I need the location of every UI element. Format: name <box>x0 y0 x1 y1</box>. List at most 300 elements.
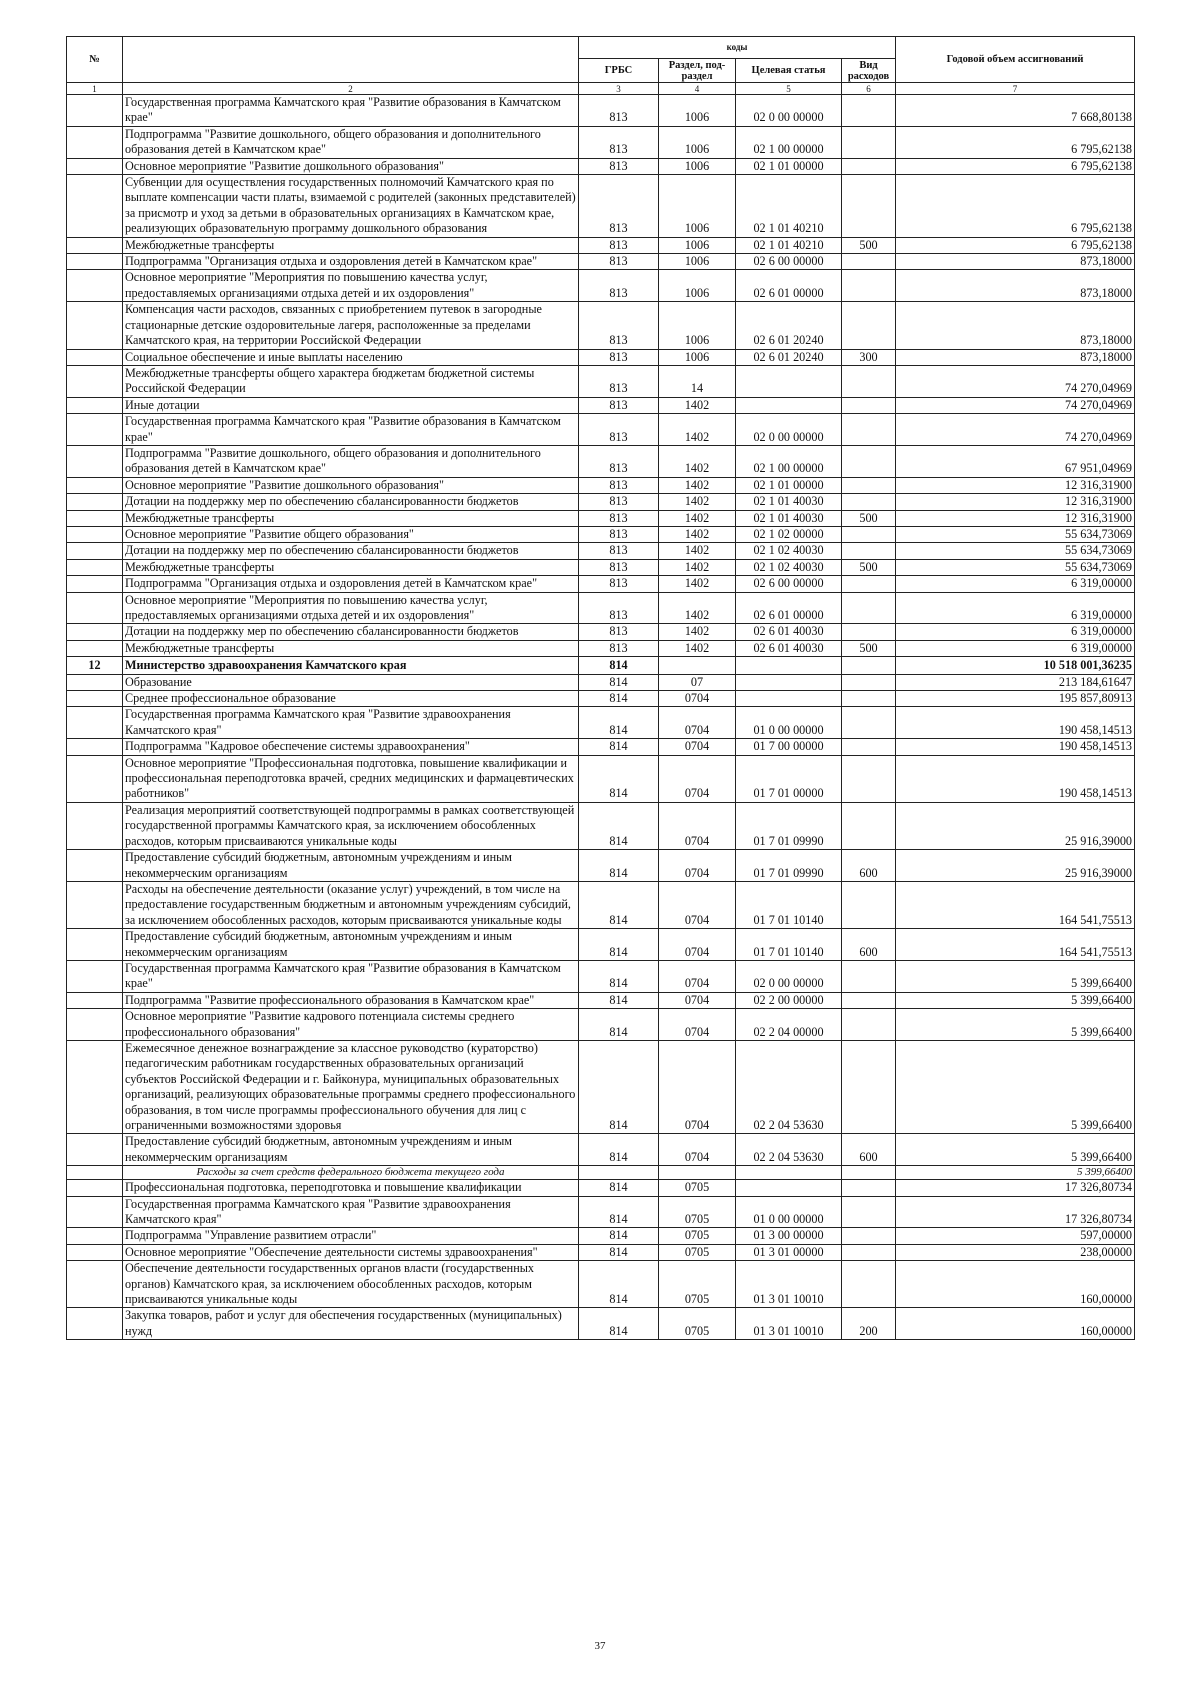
row-target-cell: 02 2 04 00000 <box>736 1009 842 1041</box>
row-kind-cell <box>842 445 896 477</box>
row-amount-cell: 55 634,73069 <box>896 543 1135 559</box>
row-kind-cell <box>842 1196 896 1228</box>
row-amount-cell: 6 795,62138 <box>896 237 1135 253</box>
row-grbs-cell: 814 <box>579 1009 659 1041</box>
table-row <box>67 691 1135 707</box>
table-row <box>67 802 1135 849</box>
row-grbs-cell: 813 <box>579 640 659 656</box>
row-name-cell: Государственная программа Камчатского края "Развитие здравоохранения Камчатского края" <box>123 707 579 739</box>
row-amount-cell: 74 270,04969 <box>896 365 1135 397</box>
row-kind-cell <box>842 397 896 413</box>
row-number-cell <box>67 1009 123 1041</box>
row-amount-cell: 164 541,75513 <box>896 929 1135 961</box>
row-number-cell <box>67 755 123 802</box>
row-grbs-cell: 814 <box>579 1308 659 1340</box>
row-name-cell: Дотации на поддержку мер по обеспечению сбалансированности бюджетов <box>123 543 579 559</box>
row-number-cell <box>67 802 123 849</box>
row-amount-cell: 238,00000 <box>896 1244 1135 1260</box>
table-row <box>67 543 1135 559</box>
row-name-cell: Межбюджетные трансферты общего характера бюджетам бюджетной системы Российской Федерации <box>123 365 579 397</box>
row-target-cell <box>736 691 842 707</box>
row-number-cell <box>67 640 123 656</box>
row-kind-cell <box>842 881 896 928</box>
row-section-cell: 0704 <box>659 1040 736 1133</box>
row-grbs-cell: 813 <box>579 254 659 270</box>
row-kind-cell: 600 <box>842 1134 896 1166</box>
table-row <box>67 1308 1135 1340</box>
row-section-cell: 1006 <box>659 302 736 349</box>
table-row <box>67 624 1135 640</box>
row-amount-cell: 74 270,04969 <box>896 397 1135 413</box>
row-name-cell: Подпрограмма "Развитие дошкольного, общего образования и дополнительного образования детей в Камчатском крае" <box>123 126 579 158</box>
row-amount-cell: 17 326,80734 <box>896 1180 1135 1196</box>
row-section-cell: 1402 <box>659 526 736 542</box>
budget-table-sheet <box>66 36 1134 1340</box>
row-number-cell <box>67 158 123 174</box>
row-amount-cell: 6 795,62138 <box>896 126 1135 158</box>
row-section-cell: 0704 <box>659 691 736 707</box>
table-row <box>67 397 1135 413</box>
table-row <box>67 365 1135 397</box>
row-name-cell: Государственная программа Камчатского края "Развитие образования в Камчатском крае" <box>123 414 579 446</box>
row-grbs-cell: 814 <box>579 1228 659 1244</box>
row-grbs-cell: 814 <box>579 881 659 928</box>
row-grbs-cell: 813 <box>579 365 659 397</box>
row-number-cell <box>67 1166 123 1180</box>
row-amount-cell: 190 458,14513 <box>896 707 1135 739</box>
table-row <box>67 158 1135 174</box>
row-name-cell: Межбюджетные трансферты <box>123 510 579 526</box>
row-kind-cell <box>842 739 896 755</box>
row-kind-cell <box>842 576 896 592</box>
row-kind-cell: 600 <box>842 929 896 961</box>
row-section-cell: 1402 <box>659 624 736 640</box>
row-section-cell: 0705 <box>659 1308 736 1340</box>
row-number-cell <box>67 850 123 882</box>
row-kind-cell <box>842 1244 896 1260</box>
header-codes: коды <box>579 37 896 59</box>
row-name-cell: Предоставление субсидий бюджетным, автономным учреждениям и иным некоммерческим организациям <box>123 929 579 961</box>
row-section-cell: 1402 <box>659 640 736 656</box>
row-grbs-cell: 813 <box>579 510 659 526</box>
row-number-cell <box>67 1134 123 1166</box>
row-target-cell: 02 1 02 00000 <box>736 526 842 542</box>
table-row <box>67 881 1135 928</box>
row-number-cell: 12 <box>67 657 123 674</box>
row-kind-cell <box>842 158 896 174</box>
row-section-cell: 0705 <box>659 1228 736 1244</box>
row-kind-cell: 300 <box>842 349 896 365</box>
row-amount-cell: 5 399,66400 <box>896 992 1135 1008</box>
row-target-cell: 02 1 02 40030 <box>736 543 842 559</box>
row-kind-cell: 500 <box>842 237 896 253</box>
row-grbs-cell: 813 <box>579 445 659 477</box>
row-kind-cell <box>842 992 896 1008</box>
row-number-cell <box>67 1228 123 1244</box>
row-amount-cell: 6 319,00000 <box>896 592 1135 624</box>
row-amount-cell: 12 316,31900 <box>896 494 1135 510</box>
row-name-cell: Образование <box>123 674 579 690</box>
row-number-cell <box>67 960 123 992</box>
row-grbs-cell <box>579 1166 659 1180</box>
row-name-cell: Профессиональная подготовка, переподготовка и повышение квалификации <box>123 1180 579 1196</box>
row-target-cell: 02 1 01 00000 <box>736 477 842 493</box>
row-name-cell: Подпрограмма "Управление развитием отрасли" <box>123 1228 579 1244</box>
row-grbs-cell: 813 <box>579 494 659 510</box>
row-target-cell <box>736 397 842 413</box>
row-grbs-cell: 814 <box>579 1180 659 1196</box>
table-row <box>67 739 1135 755</box>
row-number-cell <box>67 992 123 1008</box>
row-grbs-cell: 814 <box>579 850 659 882</box>
row-grbs-cell: 813 <box>579 397 659 413</box>
row-amount-cell: 17 326,80734 <box>896 1196 1135 1228</box>
row-target-cell: 02 1 01 40210 <box>736 175 842 238</box>
row-section-cell: 1006 <box>659 126 736 158</box>
table-row <box>67 494 1135 510</box>
row-name-cell: Предоставление субсидий бюджетным, автономным учреждениям и иным некоммерческим организациям <box>123 850 579 882</box>
row-grbs-cell: 813 <box>579 559 659 575</box>
row-name-cell: Обеспечение деятельности государственных органов власти (государственных органов) Камчатского края, за исключением обособленных расходов, которым присваиваются уникальные коды <box>123 1261 579 1308</box>
row-grbs-cell: 814 <box>579 992 659 1008</box>
row-name-cell: Межбюджетные трансферты <box>123 640 579 656</box>
row-amount-cell: 6 319,00000 <box>896 640 1135 656</box>
row-name-cell: Государственная программа Камчатского края "Развитие образования в Камчатском крае" <box>123 95 579 127</box>
row-number-cell <box>67 674 123 690</box>
row-kind-cell <box>842 1166 896 1180</box>
row-kind-cell <box>842 802 896 849</box>
row-amount-cell: 160,00000 <box>896 1308 1135 1340</box>
table-row <box>67 1134 1135 1166</box>
row-section-cell: 0704 <box>659 881 736 928</box>
row-grbs-cell: 813 <box>579 126 659 158</box>
row-section-cell: 0704 <box>659 929 736 961</box>
row-number-cell <box>67 1261 123 1308</box>
table-row <box>67 254 1135 270</box>
header-num: № <box>67 37 123 83</box>
table-row <box>67 175 1135 238</box>
index-cell: 7 <box>896 83 1135 95</box>
row-number-cell <box>67 365 123 397</box>
row-kind-cell: 500 <box>842 510 896 526</box>
index-cell: 5 <box>736 83 842 95</box>
row-name-cell: Иные дотации <box>123 397 579 413</box>
row-section-cell: 1006 <box>659 237 736 253</box>
row-number-cell <box>67 624 123 640</box>
row-grbs-cell: 813 <box>579 302 659 349</box>
row-grbs-cell: 813 <box>579 543 659 559</box>
row-number-cell <box>67 526 123 542</box>
table-row <box>67 960 1135 992</box>
row-name-cell: Основное мероприятие "Профессиональная подготовка, повышение квалификации и профессиональная переподготовка врачей, средних медицинских и фармацевтических работников" <box>123 755 579 802</box>
row-target-cell <box>736 674 842 690</box>
row-target-cell: 01 3 01 00000 <box>736 1244 842 1260</box>
row-amount-cell: 6 795,62138 <box>896 175 1135 238</box>
row-number-cell <box>67 270 123 302</box>
row-grbs-cell: 813 <box>579 592 659 624</box>
row-name-cell: Подпрограмма "Кадровое обеспечение системы здравоохранения" <box>123 739 579 755</box>
row-name-cell: Среднее профессиональное образование <box>123 691 579 707</box>
row-section-cell: 0705 <box>659 1196 736 1228</box>
row-name-cell: Дотации на поддержку мер по обеспечению сбалансированности бюджетов <box>123 494 579 510</box>
row-amount-cell: 597,00000 <box>896 1228 1135 1244</box>
row-section-cell: 0704 <box>659 850 736 882</box>
row-amount-cell: 10 518 001,36235 <box>896 657 1135 674</box>
row-grbs-cell: 814 <box>579 1261 659 1308</box>
table-row <box>67 1228 1135 1244</box>
row-number-cell <box>67 414 123 446</box>
row-target-cell: 02 6 01 00000 <box>736 592 842 624</box>
row-grbs-cell: 814 <box>579 674 659 690</box>
row-name-cell: Расходы на обеспечение деятельности (оказание услуг) учреждений, в том числе на предоставление государственным бюджетным и автономным учреждениям субсидий, за исключением обособленных расходов, которым присваиваются уникальные коды <box>123 881 579 928</box>
row-section-cell: 1402 <box>659 592 736 624</box>
row-grbs-cell: 813 <box>579 477 659 493</box>
row-section-cell: 0704 <box>659 1009 736 1041</box>
row-number-cell <box>67 126 123 158</box>
row-grbs-cell: 814 <box>579 960 659 992</box>
row-target-cell <box>736 657 842 674</box>
row-amount-cell: 160,00000 <box>896 1261 1135 1308</box>
row-section-cell: 1402 <box>659 576 736 592</box>
row-target-cell: 01 0 00 00000 <box>736 1196 842 1228</box>
table-row <box>67 559 1135 575</box>
row-target-cell: 02 1 01 40030 <box>736 510 842 526</box>
row-name-cell: Компенсация части расходов, связанных с приобретением путевок в загородные стационарные детские оздоровительные лагеря, расположенные за пределами Камчатского края, на территории Российской Федерации <box>123 302 579 349</box>
row-section-cell: 1006 <box>659 158 736 174</box>
row-grbs-cell: 813 <box>579 349 659 365</box>
row-target-cell: 01 7 01 09990 <box>736 850 842 882</box>
row-kind-cell: 500 <box>842 559 896 575</box>
row-amount-cell: 12 316,31900 <box>896 477 1135 493</box>
row-name-cell: Государственная программа Камчатского края "Развитие здравоохранения Камчатского края" <box>123 1196 579 1228</box>
table-row <box>67 1180 1135 1196</box>
table-row <box>67 1244 1135 1260</box>
row-name-cell: Государственная программа Камчатского края "Развитие образования в Камчатском крае" <box>123 960 579 992</box>
row-name-cell: Основное мероприятие "Развитие дошкольного образования" <box>123 158 579 174</box>
row-name-cell: Подпрограмма "Развитие дошкольного, общего образования и дополнительного образования детей в Камчатском крае" <box>123 445 579 477</box>
row-kind-cell <box>842 1261 896 1308</box>
row-grbs-cell: 813 <box>579 526 659 542</box>
table-row <box>67 657 1135 674</box>
row-section-cell: 0704 <box>659 1134 736 1166</box>
row-name-cell: Основное мероприятие "Обеспечение деятельности системы здравоохранения" <box>123 1244 579 1260</box>
row-kind-cell <box>842 543 896 559</box>
row-name-cell: Министерство здравоохранения Камчатского края <box>123 657 579 674</box>
table-row <box>67 510 1135 526</box>
row-target-cell <box>736 1180 842 1196</box>
row-amount-cell: 5 399,66400 <box>896 1166 1135 1180</box>
header-kind: Вид расходов <box>842 59 896 83</box>
row-grbs-cell: 814 <box>579 691 659 707</box>
row-amount-cell: 873,18000 <box>896 254 1135 270</box>
row-kind-cell <box>842 1180 896 1196</box>
row-grbs-cell: 814 <box>579 755 659 802</box>
table-row <box>67 1009 1135 1041</box>
row-section-cell: 1402 <box>659 477 736 493</box>
row-number-cell <box>67 543 123 559</box>
row-section-cell: 0704 <box>659 960 736 992</box>
row-target-cell <box>736 1166 842 1180</box>
table-row <box>67 477 1135 493</box>
row-amount-cell: 6 319,00000 <box>896 624 1135 640</box>
row-section-cell: 1402 <box>659 494 736 510</box>
row-target-cell: 02 6 01 40030 <box>736 640 842 656</box>
table-row <box>67 237 1135 253</box>
row-section-cell: 1402 <box>659 414 736 446</box>
row-kind-cell <box>842 960 896 992</box>
row-section-cell: 0704 <box>659 992 736 1008</box>
row-number-cell <box>67 477 123 493</box>
row-amount-cell: 195 857,80913 <box>896 691 1135 707</box>
row-grbs-cell: 814 <box>579 1040 659 1133</box>
row-section-cell: 0705 <box>659 1261 736 1308</box>
row-target-cell: 01 3 00 00000 <box>736 1228 842 1244</box>
row-section-cell: 1006 <box>659 95 736 127</box>
row-amount-cell: 12 316,31900 <box>896 510 1135 526</box>
index-cell: 1 <box>67 83 123 95</box>
row-number-cell <box>67 445 123 477</box>
row-target-cell: 02 6 00 00000 <box>736 576 842 592</box>
row-number-cell <box>67 739 123 755</box>
row-target-cell: 01 7 00 00000 <box>736 739 842 755</box>
table-row <box>67 526 1135 542</box>
budget-table <box>66 36 1135 1340</box>
row-name-cell: Основное мероприятие "Мероприятия по повышению качества услуг, предоставляемых организациями отдыха детей и их оздоровления" <box>123 592 579 624</box>
row-section-cell: 1402 <box>659 510 736 526</box>
table-row <box>67 1166 1135 1180</box>
row-kind-cell <box>842 414 896 446</box>
row-kind-cell <box>842 657 896 674</box>
row-amount-cell: 5 399,66400 <box>896 1009 1135 1041</box>
row-grbs-cell: 813 <box>579 624 659 640</box>
row-kind-cell <box>842 526 896 542</box>
row-target-cell: 02 2 00 00000 <box>736 992 842 1008</box>
row-amount-cell: 5 399,66400 <box>896 1134 1135 1166</box>
table-row <box>67 414 1135 446</box>
row-amount-cell: 190 458,14513 <box>896 739 1135 755</box>
row-grbs-cell: 813 <box>579 95 659 127</box>
row-number-cell <box>67 237 123 253</box>
row-section-cell: 0704 <box>659 755 736 802</box>
row-target-cell <box>736 365 842 397</box>
row-kind-cell <box>842 126 896 158</box>
row-target-cell: 02 1 01 40210 <box>736 237 842 253</box>
row-target-cell: 02 0 00 00000 <box>736 960 842 992</box>
row-kind-cell <box>842 624 896 640</box>
row-grbs-cell: 813 <box>579 158 659 174</box>
row-section-cell <box>659 1166 736 1180</box>
row-grbs-cell: 813 <box>579 175 659 238</box>
row-number-cell <box>67 510 123 526</box>
row-target-cell: 02 1 00 00000 <box>736 126 842 158</box>
row-name-cell: Дотации на поддержку мер по обеспечению сбалансированности бюджетов <box>123 624 579 640</box>
header-annual: Годовой объем ассигнований <box>896 37 1135 83</box>
table-row <box>67 929 1135 961</box>
row-section-cell: 1006 <box>659 349 736 365</box>
table-row <box>67 755 1135 802</box>
row-section-cell: 1006 <box>659 254 736 270</box>
row-name-cell: Основное мероприятие "Развитие общего образования" <box>123 526 579 542</box>
row-target-cell: 01 7 01 10140 <box>736 881 842 928</box>
row-kind-cell <box>842 365 896 397</box>
page-number: 37 <box>594 1640 606 1652</box>
row-target-cell: 01 7 01 09990 <box>736 802 842 849</box>
row-amount-cell: 5 399,66400 <box>896 960 1135 992</box>
row-number-cell <box>67 1040 123 1133</box>
row-number-cell <box>67 707 123 739</box>
row-target-cell: 01 3 01 10010 <box>736 1261 842 1308</box>
row-grbs-cell: 814 <box>579 1196 659 1228</box>
row-section-cell: 07 <box>659 674 736 690</box>
row-amount-cell: 6 319,00000 <box>896 576 1135 592</box>
row-target-cell: 02 6 01 20240 <box>736 302 842 349</box>
row-section-cell: 0705 <box>659 1244 736 1260</box>
row-target-cell: 02 2 04 53630 <box>736 1040 842 1133</box>
row-amount-cell: 25 916,39000 <box>896 802 1135 849</box>
row-grbs-cell: 814 <box>579 739 659 755</box>
row-number-cell <box>67 95 123 127</box>
row-target-cell: 01 7 01 00000 <box>736 755 842 802</box>
row-grbs-cell: 813 <box>579 414 659 446</box>
row-name-cell: Межбюджетные трансферты <box>123 237 579 253</box>
row-name-cell: Предоставление субсидий бюджетным, автономным учреждениям и иным некоммерческим организациям <box>123 1134 579 1166</box>
row-name-cell: Подпрограмма "Организация отдыха и оздоровления детей в Камчатском крае" <box>123 254 579 270</box>
row-target-cell: 01 3 01 10010 <box>736 1308 842 1340</box>
header-name <box>123 37 579 83</box>
row-section-cell: 0705 <box>659 1180 736 1196</box>
row-name-cell: Ежемесячное денежное вознаграждение за классное руководство (кураторство) педагогическим работникам государственных образовательных организаций субъектов Российской Федерации и г. Байконура, муниципальных образовательных организаций, реализующих образовательные программы среднего профессионального образования, в том числе программы профессионального обучения для лиц с ограниченными возможностями здоровья <box>123 1040 579 1133</box>
row-number-cell <box>67 691 123 707</box>
row-section-cell: 14 <box>659 365 736 397</box>
row-section-cell: 1402 <box>659 445 736 477</box>
row-target-cell: 01 7 01 10140 <box>736 929 842 961</box>
row-name-cell: Основное мероприятие "Развитие кадрового потенциала системы среднего профессионального образования" <box>123 1009 579 1041</box>
row-kind-cell <box>842 755 896 802</box>
row-section-cell: 0704 <box>659 802 736 849</box>
index-cell: 3 <box>579 83 659 95</box>
index-cell: 6 <box>842 83 896 95</box>
row-grbs-cell: 813 <box>579 270 659 302</box>
row-amount-cell: 6 795,62138 <box>896 158 1135 174</box>
row-grbs-cell: 814 <box>579 1134 659 1166</box>
row-kind-cell <box>842 1040 896 1133</box>
header-target: Целевая статья <box>736 59 842 83</box>
index-cell: 4 <box>659 83 736 95</box>
row-amount-cell: 213 184,61647 <box>896 674 1135 690</box>
row-name-cell: Подпрограмма "Развитие профессионального образования в Камчатском крае" <box>123 992 579 1008</box>
row-number-cell <box>67 881 123 928</box>
row-target-cell: 02 6 01 20240 <box>736 349 842 365</box>
row-section-cell: 1006 <box>659 175 736 238</box>
row-kind-cell: 500 <box>842 640 896 656</box>
table-row <box>67 576 1135 592</box>
table-row <box>67 592 1135 624</box>
row-target-cell: 02 1 01 40030 <box>736 494 842 510</box>
row-number-cell <box>67 1180 123 1196</box>
row-target-cell: 02 6 01 00000 <box>736 270 842 302</box>
row-grbs-cell: 814 <box>579 707 659 739</box>
index-cell: 2 <box>123 83 579 95</box>
row-amount-cell: 5 399,66400 <box>896 1040 1135 1133</box>
row-amount-cell: 55 634,73069 <box>896 559 1135 575</box>
row-amount-cell: 7 668,80138 <box>896 95 1135 127</box>
row-section-cell: 1402 <box>659 559 736 575</box>
table-row <box>67 349 1135 365</box>
table-row <box>67 1196 1135 1228</box>
row-kind-cell <box>842 674 896 690</box>
row-kind-cell <box>842 477 896 493</box>
row-kind-cell <box>842 254 896 270</box>
